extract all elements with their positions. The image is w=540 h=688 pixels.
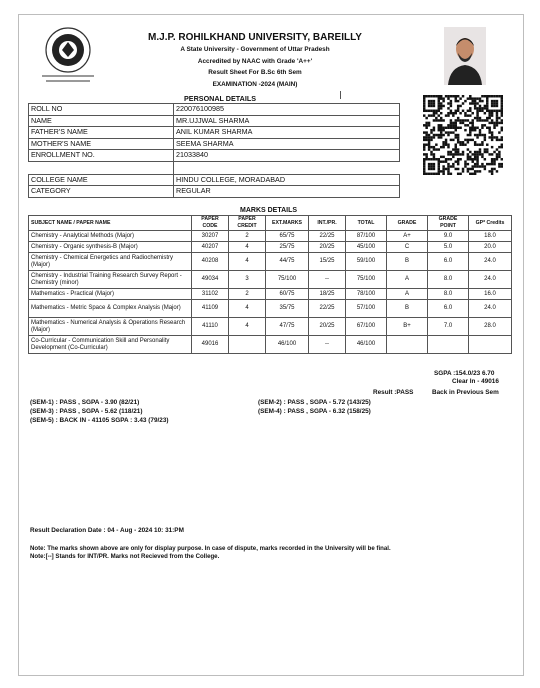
gp-credits-cell: 20.0 [469, 242, 512, 253]
ext-cell: 44/75 [266, 253, 309, 271]
int-cell: 20/25 [309, 318, 346, 336]
grade-point-cell: 6.0 [428, 300, 469, 318]
spacer-row [29, 161, 400, 174]
gp-credits-cell: 24.0 [469, 253, 512, 271]
col-subject: SUBJECT NAME / PAPER NAME [29, 216, 192, 231]
code-cell: 40208 [192, 253, 229, 271]
col-code: PAPER CODE [192, 216, 229, 231]
total-cell: 78/100 [346, 289, 387, 300]
code-cell: 41110 [192, 318, 229, 336]
marks-table [28, 215, 512, 354]
code-cell: 49016 [192, 336, 229, 354]
credit-cell [229, 336, 266, 354]
subject-cell: Mathematics - Metric Space & Complex Analysis (Major) [29, 300, 192, 318]
divider [340, 91, 341, 99]
code-cell: 49034 [192, 271, 229, 289]
credit-cell: 2 [229, 289, 266, 300]
gp-credits-cell: 18.0 [469, 231, 512, 242]
detail-value: 21033840 [174, 150, 400, 162]
detail-label: MOTHER'S NAME [29, 138, 174, 150]
col-grade-point: GRADE POINT [428, 216, 469, 231]
detail-row [29, 186, 400, 198]
university-name: M.J.P. ROHILKHAND UNIVERSITY, BAREILLY [148, 32, 362, 43]
exam-title: EXAMINATION -2024 (MAIN) [212, 81, 298, 88]
grade-point-cell: 9.0 [428, 231, 469, 242]
code-cell: 40207 [192, 242, 229, 253]
grade-point-cell: 6.0 [428, 253, 469, 271]
col-ext: EXT.MARKS [266, 216, 309, 231]
detail-label: ENROLLMENT NO. [29, 150, 174, 162]
sem1-result: (SEM-1) : PASS , SGPA - 3.90 (82/21) [30, 399, 140, 406]
detail-row [29, 115, 400, 127]
detail-value: 220076100985 [174, 104, 400, 116]
sem3-result: (SEM-3) : PASS , SGPA - 5.62 (118/21) [30, 408, 143, 415]
col-int: INT./PR. [309, 216, 346, 231]
grade-cell: B+ [387, 318, 428, 336]
table-row [29, 336, 512, 354]
detail-value: MR.UJJWAL SHARMA [174, 115, 400, 127]
grade-cell [387, 336, 428, 354]
category-label: CATEGORY [29, 186, 174, 198]
sem5-result: (SEM-5) : BACK IN - 41105 SGPA : 3.43 (79/23) [30, 417, 169, 424]
sgpa-text: SGPA :154.0/23 6.70 [434, 370, 495, 377]
ext-cell: 75/100 [266, 271, 309, 289]
credit-cell: 4 [229, 253, 266, 271]
table-row [29, 271, 512, 289]
college-label: COLLEGE NAME [29, 174, 174, 186]
int-cell: 18/25 [309, 289, 346, 300]
detail-value: SEEMA SHARMA [174, 138, 400, 150]
student-photo [444, 27, 486, 85]
ext-cell: 65/75 [266, 231, 309, 242]
code-cell: 31102 [192, 289, 229, 300]
ext-cell: 60/75 [266, 289, 309, 300]
subject-cell: Chemistry - Organic synthesis-B (Major) [29, 242, 192, 253]
detail-row [29, 138, 400, 150]
code-cell: 30207 [192, 231, 229, 242]
int-cell: 22/25 [309, 300, 346, 318]
credit-cell: 4 [229, 300, 266, 318]
code-cell: 41109 [192, 300, 229, 318]
col-gp-credits: GP* Credits [469, 216, 512, 231]
detail-row [29, 127, 400, 139]
total-cell: 45/100 [346, 242, 387, 253]
personal-details-title: PERSONAL DETAILS [184, 94, 257, 103]
credit-cell: 4 [229, 242, 266, 253]
ext-cell: 46/100 [266, 336, 309, 354]
university-logo [32, 24, 104, 86]
grade-cell: C [387, 242, 428, 253]
note-display: Note: The marks shown above are only for display purpose. In case of dispute, marks recorded in the University will be final. [30, 545, 391, 552]
category-value: REGULAR [174, 186, 400, 198]
table-row [29, 318, 512, 336]
university-subtitle: A State University - Government of Uttar Pradesh [180, 46, 330, 53]
result-text: Result :PASS [373, 389, 414, 396]
qr-code [423, 95, 503, 175]
total-cell: 46/100 [346, 336, 387, 354]
ext-cell: 35/75 [266, 300, 309, 318]
ext-cell: 47/75 [266, 318, 309, 336]
marks-details-title: MARKS DETAILS [240, 207, 298, 214]
table-row [29, 242, 512, 253]
subject-cell: Mathematics - Numerical Analysis & Operations Research (Major) [29, 318, 192, 336]
detail-label: FATHER'S NAME [29, 127, 174, 139]
total-cell: 67/100 [346, 318, 387, 336]
sem2-result: (SEM-2) : PASS , SGPA - 5.72 (143/25) [258, 399, 371, 406]
table-row [29, 253, 512, 271]
credit-cell: 3 [229, 271, 266, 289]
detail-label: ROLL NO [29, 104, 174, 116]
subject-cell: Co-Curricular - Communication Skill and Personality Development (Co-Curricular) [29, 336, 192, 354]
back-in-previous-text: Back in Previous Sem [432, 389, 499, 396]
col-total: TOTAL [346, 216, 387, 231]
grade-cell: B [387, 300, 428, 318]
sem4-result: (SEM-4) : PASS , SGPA - 6.32 (158/25) [258, 408, 371, 415]
grade-point-cell [428, 336, 469, 354]
subject-cell: Chemistry - Chemical Energetics and Radiochemistry (Major) [29, 253, 192, 271]
credit-cell: 2 [229, 231, 266, 242]
int-cell: 20/25 [309, 242, 346, 253]
gp-credits-cell: 28.0 [469, 318, 512, 336]
detail-value: ANIL KUMAR SHARMA [174, 127, 400, 139]
grade-cell: B [387, 253, 428, 271]
marks-header-row [29, 216, 512, 231]
detail-row [29, 150, 400, 162]
total-cell: 87/100 [346, 231, 387, 242]
col-grade: GRADE [387, 216, 428, 231]
total-cell: 75/100 [346, 271, 387, 289]
table-row [29, 300, 512, 318]
detail-row [29, 174, 400, 186]
detail-label: NAME [29, 115, 174, 127]
accreditation: Accredited by NAAC with Grade 'A++' [197, 58, 313, 65]
college-value: HINDU COLLEGE, MORADABAD [174, 174, 400, 186]
gp-credits-cell [469, 336, 512, 354]
subject-cell: Chemistry - Industrial Training Research Survey Report - Chemistry (minor) [29, 271, 192, 289]
gp-credits-cell: 16.0 [469, 289, 512, 300]
declaration-date: Result Declaration Date : 04 - Aug - 2024 10: 31:PM [30, 527, 184, 534]
subject-cell: Mathematics - Practical (Major) [29, 289, 192, 300]
ext-cell: 25/75 [266, 242, 309, 253]
int-cell: 15/25 [309, 253, 346, 271]
sheet-title: Result Sheet For B.Sc 6th Sem [208, 69, 302, 76]
int-cell: -- [309, 271, 346, 289]
detail-row [29, 104, 400, 116]
col-credit: PAPER CREDIT [229, 216, 266, 231]
subject-cell: Chemistry - Analytical Methods (Major) [29, 231, 192, 242]
total-cell: 57/100 [346, 300, 387, 318]
int-cell: -- [309, 336, 346, 354]
gp-credits-cell: 24.0 [469, 271, 512, 289]
table-row [29, 289, 512, 300]
grade-cell: A [387, 271, 428, 289]
clear-in-text: Clear In - 49016 [452, 378, 499, 385]
note-int-pr: Note:[--] Stands for INT/PR. Marks not Recieved from the College. [30, 553, 220, 560]
credit-cell: 4 [229, 318, 266, 336]
grade-point-cell: 5.0 [428, 242, 469, 253]
grade-point-cell: 7.0 [428, 318, 469, 336]
grade-cell: A+ [387, 231, 428, 242]
gp-credits-cell: 24.0 [469, 300, 512, 318]
grade-cell: A [387, 289, 428, 300]
int-cell: 22/25 [309, 231, 346, 242]
personal-details-table [28, 103, 400, 198]
total-cell: 59/100 [346, 253, 387, 271]
table-row [29, 231, 512, 242]
grade-point-cell: 8.0 [428, 289, 469, 300]
grade-point-cell: 8.0 [428, 271, 469, 289]
